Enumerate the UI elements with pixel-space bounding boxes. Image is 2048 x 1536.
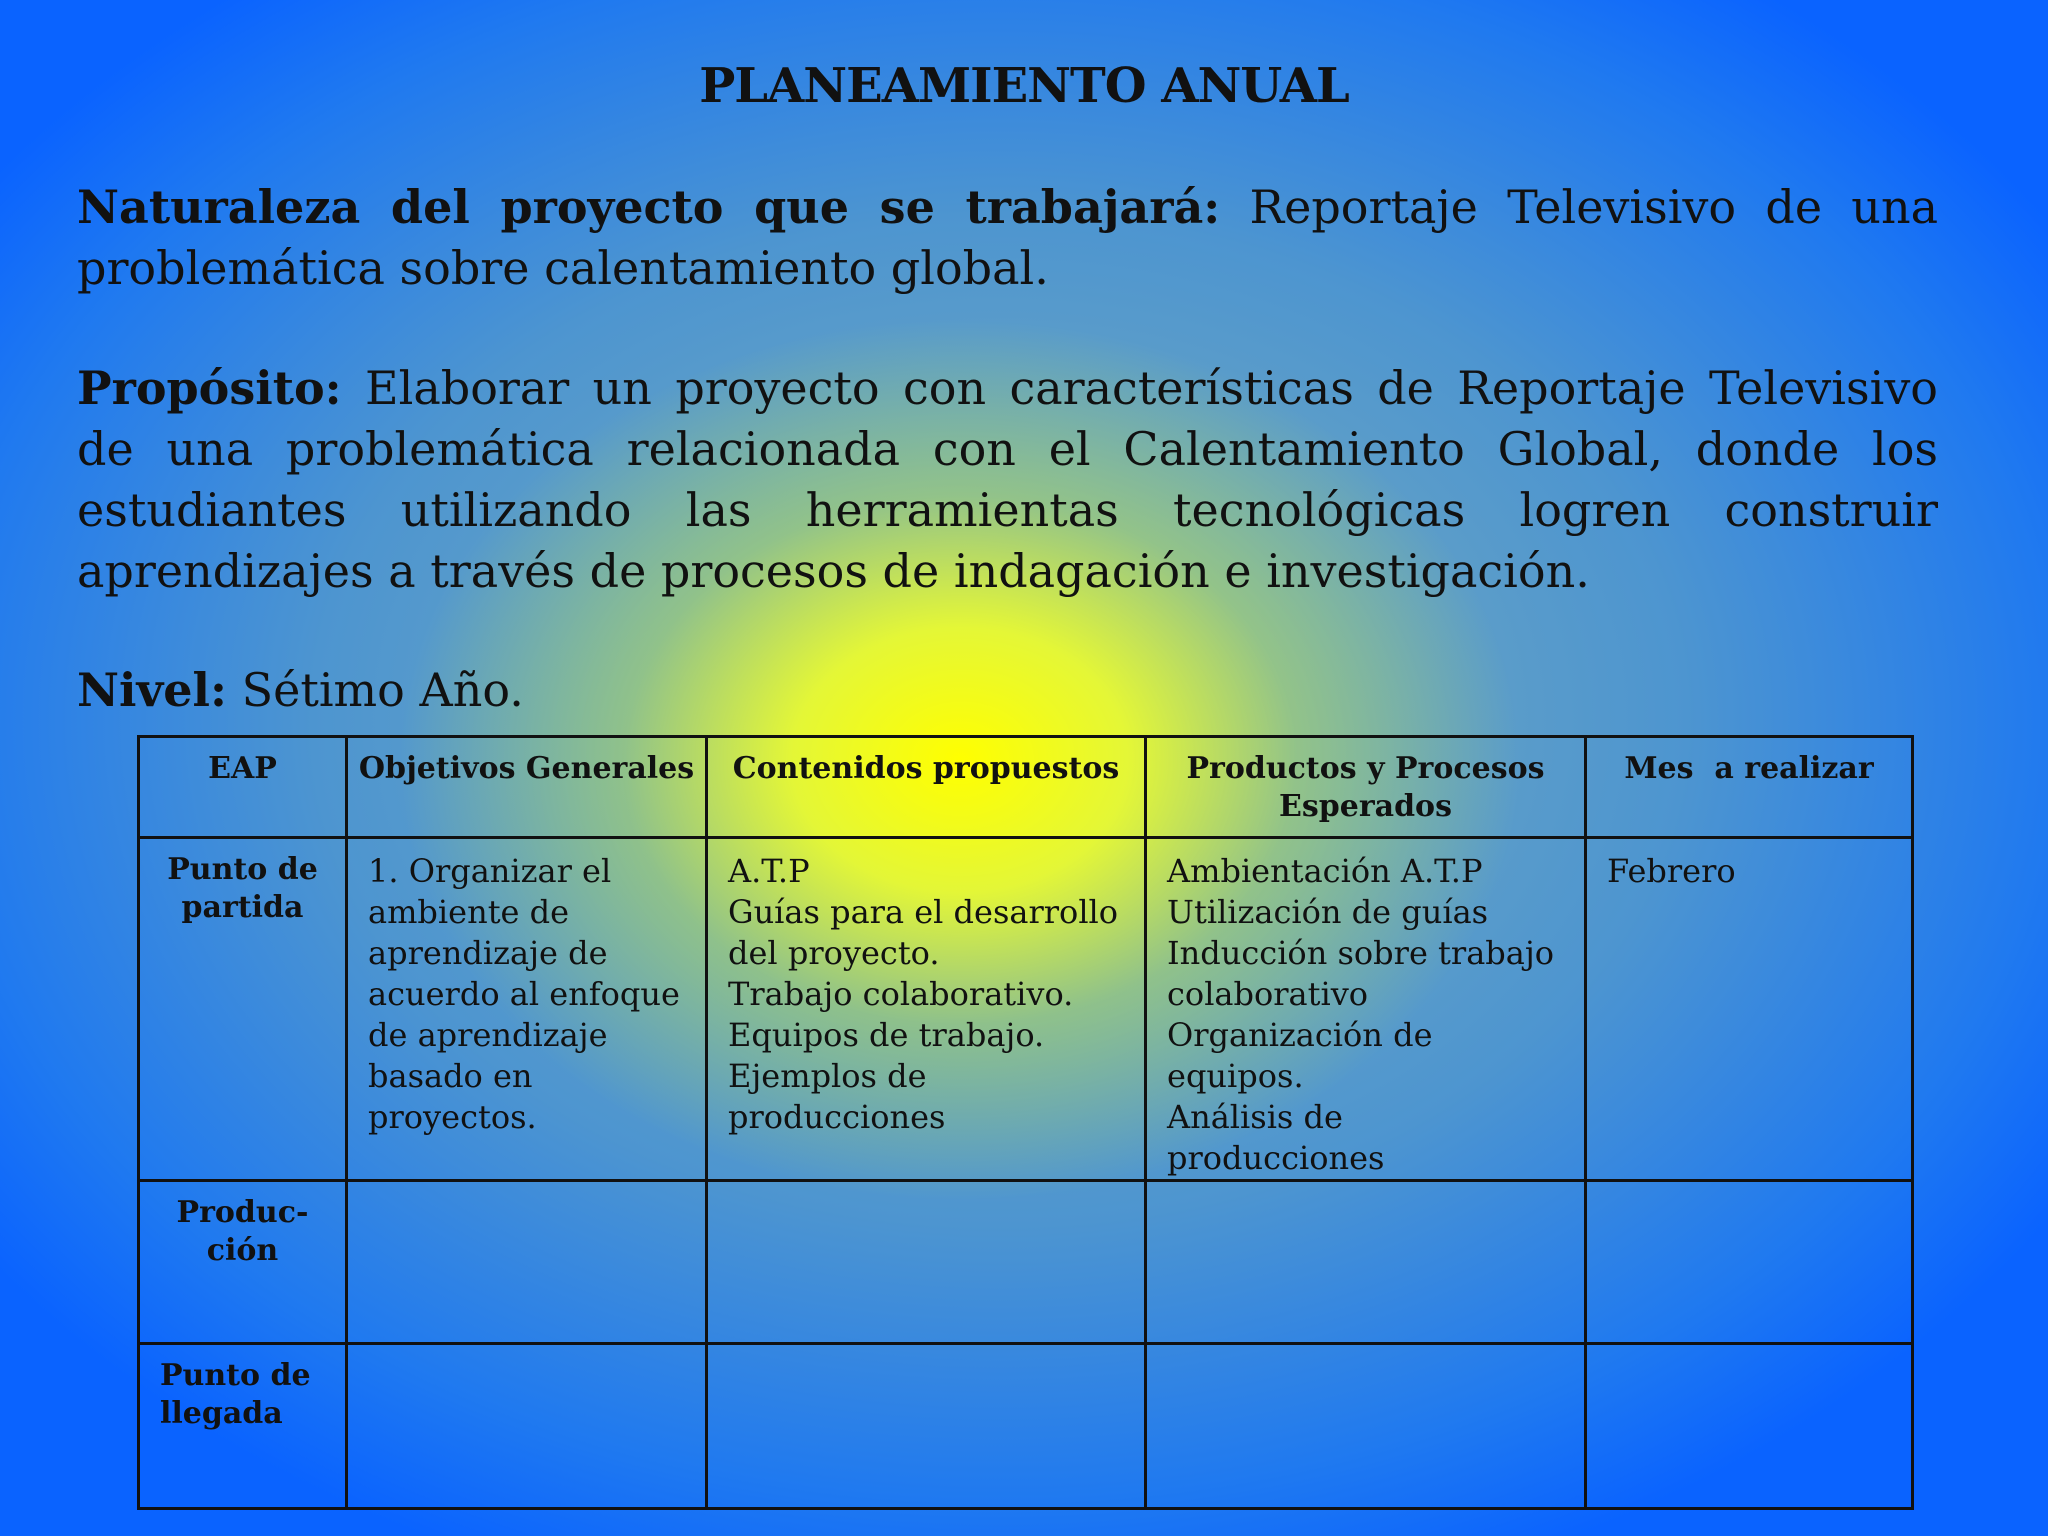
nivel-paragraph [77, 660, 1938, 721]
proposito-label: Propósito: [77, 361, 342, 415]
planning-table [137, 735, 1914, 1510]
table-cell: A.T.P Guías para el desarrollo del proyecto. Trabajo colaborativo. Equipos de trabajo. Ejemplos de producciones [707, 838, 1146, 1181]
table-cell: Ambientación A.T.P Utilización de guías Inducción sobre trabajo colaborativo Organización de equipos. Análisis de producciones [1146, 838, 1586, 1181]
table-cell [707, 1344, 1146, 1509]
nivel-text: Sétimo Año. [241, 663, 524, 717]
table-cell [1146, 1344, 1586, 1509]
table-cell [347, 1344, 707, 1509]
row-label-produccion: Produc- ción [139, 1181, 347, 1344]
table-row [139, 838, 1913, 1181]
table-cell: 1. Organizar el ambiente de aprendizaje de acuerdo al enfoque de aprendizaje basado en proyectos. [347, 838, 707, 1181]
proposito-paragraph [77, 358, 1938, 602]
table-row [139, 1344, 1913, 1509]
table-row [139, 1181, 1913, 1344]
header-eap: EAP [139, 737, 347, 838]
proposito-text: Elaborar un proyecto con características de Reportaje Televisivo de una problemática relacionada con el Calentamiento Global, donde los estudiantes utilizando las herramientas tecnológicas logren construir aprendizajes a través de procesos de indagación e investigación. [77, 361, 1938, 598]
table-cell [1146, 1181, 1586, 1344]
table-cell [1586, 1344, 1913, 1509]
row-label-punto-de-llegada: Punto de llegada [139, 1344, 347, 1509]
table-header-row [139, 737, 1913, 838]
header-mes: Mes a realizar [1586, 737, 1913, 838]
page-title: PLANEAMIENTO ANUAL [699, 58, 1349, 114]
header-contenidos: Contenidos propuestos [707, 737, 1146, 838]
naturaleza-text: Reportaje Televisivo de una problemática sobre calentamiento global. [77, 180, 1938, 295]
header-productos: Productos y Procesos Esperados [1146, 737, 1586, 838]
row-label-punto-de-partida: Punto de partida [139, 838, 347, 1181]
table-cell: Febrero [1586, 838, 1913, 1181]
table-cell [707, 1181, 1146, 1344]
nivel-label: Nivel: [77, 663, 227, 717]
header-objetivos: Objetivos Generales [347, 737, 707, 838]
naturaleza-paragraph [77, 177, 1938, 299]
table-cell [347, 1181, 707, 1344]
table-cell [1586, 1181, 1913, 1344]
naturaleza-label: Naturaleza del proyecto que se trabajará: [77, 180, 1221, 234]
